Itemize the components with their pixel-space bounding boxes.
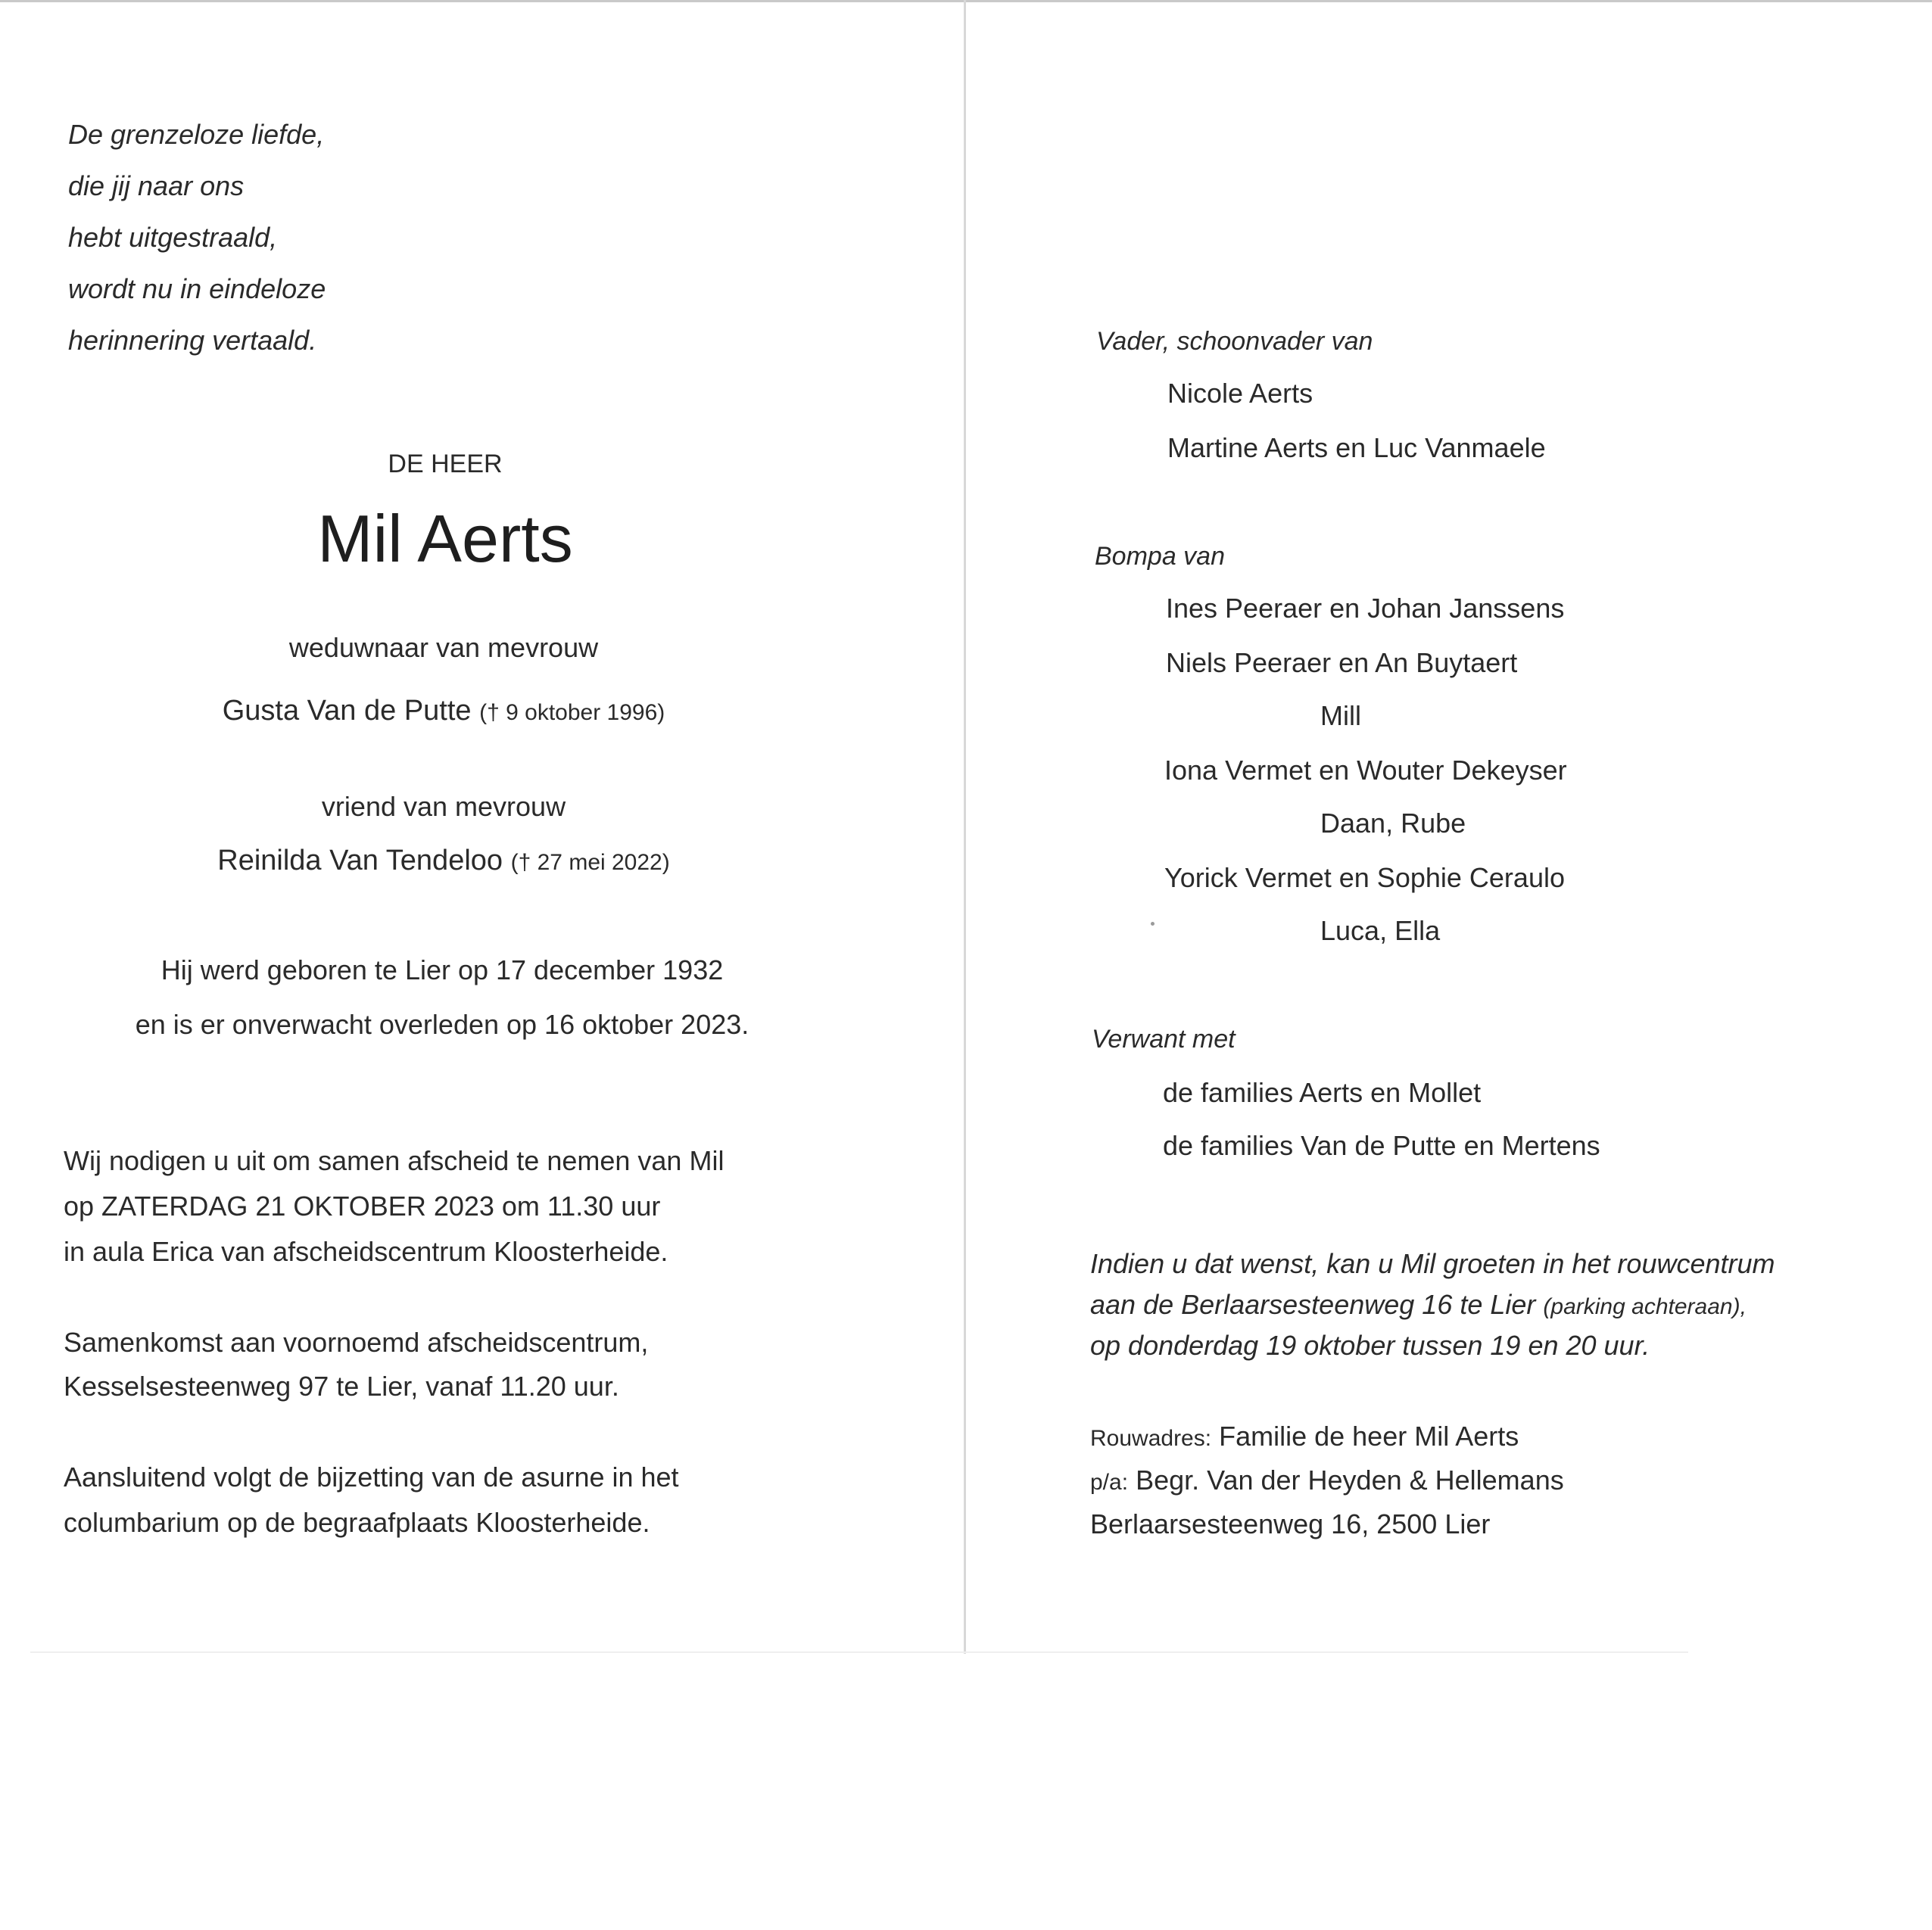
spouse-line bbox=[223, 696, 665, 725]
related-label: Verwant met bbox=[1092, 1025, 1236, 1054]
parking-note: (parking achteraan), bbox=[1543, 1294, 1747, 1319]
father-label: Vader, schoonvader van bbox=[1096, 327, 1373, 356]
friend-partner-line bbox=[217, 846, 669, 875]
spouse-name: Gusta Van de Putte bbox=[222, 695, 472, 727]
great-grandchild-name: Mill bbox=[1320, 700, 1361, 731]
visitation-line bbox=[1090, 1291, 1747, 1318]
gathering-line: Samenkomst aan voornoemd afscheidscentrum, bbox=[64, 1327, 649, 1358]
poem-line: De grenzeloze liefde, bbox=[68, 119, 325, 150]
grandchild-name: Iona Vermet en Wouter Dekeyser bbox=[1164, 755, 1567, 786]
widower-line: weduwnaar van mevrouw bbox=[288, 632, 599, 663]
death-line: en is er onverwacht overleden op 16 oktober 2023. bbox=[135, 1009, 749, 1040]
mourning-address-line bbox=[1090, 1467, 1564, 1494]
invitation-line: in aula Erica van afscheidscentrum Kloosterheide. bbox=[64, 1236, 668, 1267]
great-grandchild-name: Luca, Ella bbox=[1320, 915, 1441, 946]
card-fold-line bbox=[964, 0, 966, 1654]
poem-line: die jij naar ons bbox=[68, 170, 245, 201]
poem-line: hebt uitgestraald, bbox=[68, 222, 278, 253]
spouse-death-date: († 9 oktober 1996) bbox=[479, 700, 665, 725]
visitation-line: Indien u dat wenst, kan u Mil groeten in het rouwcentrum bbox=[1090, 1248, 1775, 1279]
grandchild-name: Yorick Vermet en Sophie Ceraulo bbox=[1164, 862, 1565, 893]
child-name: Martine Aerts en Luc Vanmaele bbox=[1167, 432, 1546, 463]
mourning-address-line bbox=[1090, 1423, 1519, 1450]
visitation-address: aan de Berlaarsesteenweg 16 te Lier bbox=[1090, 1289, 1536, 1320]
burial-line: Aansluitend volgt de bijzetting van de asurne in het bbox=[64, 1462, 679, 1493]
funeral-home-name: Begr. Van der Heyden & Hellemans bbox=[1136, 1465, 1564, 1496]
title-prefix: DE HEER bbox=[388, 450, 503, 478]
card-bottom-edge bbox=[30, 1651, 1688, 1653]
grandchild-name: Ines Peeraer en Johan Janssens bbox=[1166, 593, 1565, 624]
poem-line: wordt nu in eindeloze bbox=[68, 273, 326, 304]
friend-line: vriend van mevrouw bbox=[321, 791, 566, 822]
mourning-address-name: Familie de heer Mil Aerts bbox=[1219, 1421, 1519, 1452]
gathering-line: Kesselsesteenweg 97 te Lier, vanaf 11.20 uur. bbox=[64, 1371, 619, 1402]
relative-family: de families Van de Putte en Mertens bbox=[1163, 1130, 1600, 1161]
card-top-edge bbox=[0, 0, 1932, 2]
grandchild-name: Niels Peeraer en An Buytaert bbox=[1166, 647, 1518, 678]
mourning-address-label: Rouwadres: bbox=[1090, 1426, 1212, 1451]
pa-label: p/a: bbox=[1090, 1470, 1129, 1495]
birth-line: Hij werd geboren te Lier op 17 december 1932 bbox=[160, 954, 724, 985]
visitation-line: op donderdag 19 oktober tussen 19 en 20 uur. bbox=[1090, 1330, 1650, 1361]
paper-speck bbox=[1151, 922, 1155, 926]
child-name: Nicole Aerts bbox=[1167, 378, 1313, 409]
great-grandchild-name: Daan, Rube bbox=[1320, 808, 1466, 839]
friend-name: Reinilda Van Tendeloo bbox=[217, 845, 503, 876]
poem-line: herinnering vertaald. bbox=[68, 325, 317, 356]
relative-family: de families Aerts en Mollet bbox=[1163, 1077, 1482, 1108]
burial-line: columbarium op de begraafplaats Kloosterheide. bbox=[64, 1507, 650, 1538]
invitation-line: op ZATERDAG 21 OKTOBER 2023 om 11.30 uur bbox=[64, 1191, 661, 1222]
deceased-name: Mil Aerts bbox=[317, 501, 573, 576]
funeral-home-address: Berlaarsesteenweg 16, 2500 Lier bbox=[1090, 1508, 1491, 1539]
grandfather-label: Bompa van bbox=[1095, 542, 1225, 571]
friend-death-date: († 27 mei 2022) bbox=[510, 850, 670, 875]
invitation-line: Wij nodigen u uit om samen afscheid te nemen van Mil bbox=[64, 1145, 724, 1176]
